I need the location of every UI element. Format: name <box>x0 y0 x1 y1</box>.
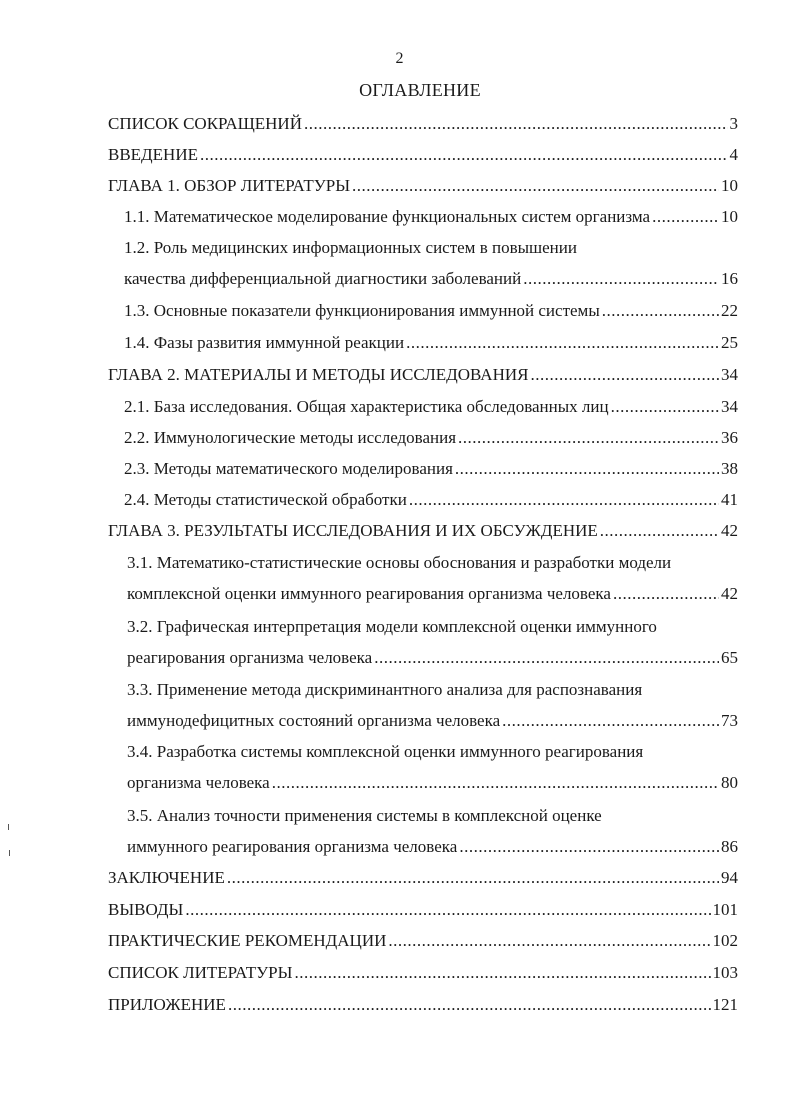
toc-entry-page: 101 <box>712 900 738 919</box>
toc-entry-conclusion[interactable] <box>108 868 738 888</box>
page-number: 2 <box>395 50 404 67</box>
toc-entry-page: 34 <box>721 365 738 384</box>
toc-entry-page: 86 <box>721 837 738 856</box>
toc-entry-text: ВВЕДЕНИЕ <box>108 145 198 164</box>
toc-entry-3-5[interactable] <box>127 837 738 857</box>
toc-entry-text: СПИСОК ЛИТЕРАТУРЫ <box>108 963 293 982</box>
toc-leader <box>530 365 719 385</box>
toc-entry-page: 34 <box>721 397 738 416</box>
toc-entry-1-2-line1: 1.2. Роль медицинских информационных систем в повышении <box>124 238 577 257</box>
toc-entry-page: 94 <box>721 868 738 887</box>
toc-entry-page: 80 <box>721 773 738 792</box>
toc-leader <box>272 773 719 793</box>
toc-entry-page: 10 <box>721 176 738 195</box>
toc-entry-text: ГЛАВА 3. РЕЗУЛЬТАТЫ ИССЛЕДОВАНИЯ И ИХ ОБСУЖДЕНИЕ <box>108 521 598 540</box>
toc-entry-3-4-line1: 3.4. Разработка системы комплексной оценки иммунного реагирования <box>127 742 644 761</box>
toc-leader <box>455 459 719 479</box>
toc-leader <box>228 995 711 1015</box>
toc-entry-text: иммунного реагирования организма человека <box>127 837 458 856</box>
toc-entry-text: 1.1. Математическое моделирование функциональных систем организма <box>124 207 651 226</box>
toc-entry-page: 42 <box>721 584 738 603</box>
toc-entry-3-2-line1: 3.2. Графическая интерпретация модели комплексной оценки иммунного <box>127 617 657 636</box>
toc-leader <box>374 648 719 668</box>
toc-entry-3-2[interactable] <box>127 648 738 668</box>
toc-entry-page: 41 <box>721 490 738 509</box>
toc-entry-recommendations[interactable] <box>108 931 738 951</box>
toc-entry-text: 1.4. Фазы развития иммунной реакции <box>124 333 405 352</box>
toc-entry-findings[interactable] <box>108 900 738 920</box>
toc-entry-2-3[interactable] <box>124 459 738 479</box>
toc-leader <box>458 428 719 448</box>
toc-entry-3-1-line1: 3.1. Математико-статистические основы обоснования и разработки модели <box>127 553 672 572</box>
toc-entry-3-3[interactable] <box>127 711 738 731</box>
toc-leader <box>523 269 719 289</box>
toc-entry-chapter-1[interactable] <box>108 176 738 196</box>
toc-entry-text: 2.2. Иммунологические методы исследования <box>124 428 457 447</box>
toc-entry-chapter-2[interactable] <box>108 365 738 385</box>
toc-entry-2-1[interactable] <box>124 397 738 417</box>
toc-entry-2-4[interactable] <box>124 490 738 510</box>
toc-entry-references[interactable] <box>108 963 738 983</box>
toc-leader <box>611 397 719 417</box>
toc-entry-page: 22 <box>721 301 738 320</box>
toc-leader <box>406 333 719 353</box>
toc-entry-3-1[interactable] <box>127 584 738 604</box>
toc-leader <box>200 145 728 165</box>
toc-leader <box>652 207 719 227</box>
toc-entry-text: ГЛАВА 2. МАТЕРИАЛЫ И МЕТОДЫ ИССЛЕДОВАНИЯ <box>108 365 529 384</box>
toc-entry-page: 73 <box>721 711 738 730</box>
toc-entry-1-3[interactable] <box>124 301 738 321</box>
toc-entry-appendix[interactable] <box>108 995 738 1015</box>
toc-entry-page: 121 <box>712 995 738 1014</box>
toc-entry-page: 38 <box>721 459 738 478</box>
toc-entry-text: ЗАКЛЮЧЕНИЕ <box>108 868 225 887</box>
toc-entry-text: 2.3. Методы математического моделирования <box>124 459 453 478</box>
toc-leader <box>613 584 719 604</box>
toc-entry-text: СПИСОК СОКРАЩЕНИЙ <box>108 114 302 133</box>
toc-entry-text: 2.1. База исследования. Общая характеристика обследованных лиц <box>124 397 609 416</box>
scan-mark <box>8 824 9 830</box>
toc-entry-3-3-line1: 3.3. Применение метода дискриминантного анализа для распознавания <box>127 680 643 699</box>
toc-leader <box>227 868 719 888</box>
toc-entry-text: комплексной оценки иммунного реагирования организма человека <box>127 584 611 603</box>
toc-entry-page: 103 <box>712 963 738 982</box>
toc-entry-abbreviations[interactable] <box>108 114 738 134</box>
toc-entry-text: организма человека <box>127 773 270 792</box>
toc-leader <box>459 837 719 857</box>
toc-entry-1-1[interactable] <box>124 207 738 227</box>
toc-entry-text: ГЛАВА 1. ОБЗОР ЛИТЕРАТУРЫ <box>108 176 351 195</box>
toc-entry-page: 25 <box>721 333 738 352</box>
toc-leader <box>409 490 719 510</box>
toc-leader <box>185 900 710 920</box>
toc-leader <box>502 711 719 731</box>
toc-entry-1-2[interactable] <box>124 269 738 289</box>
toc-entry-text: 2.4. Методы статистической обработки <box>124 490 407 509</box>
toc-entry-3-5-line1: 3.5. Анализ точности применения системы в комплексной оценке <box>127 806 602 825</box>
toc-entry-text: реагирования организма человека <box>127 648 373 667</box>
scan-mark <box>9 850 10 856</box>
toc-entry-2-2[interactable] <box>124 428 738 448</box>
toc-entry-page: 42 <box>721 521 738 540</box>
toc-entry-text: 1.3. Основные показатели функционирования иммунной системы <box>124 301 600 320</box>
toc-leader <box>388 931 710 951</box>
toc-entry-text: качества дифференциальной диагностики заболеваний <box>124 269 522 288</box>
toc-leader <box>600 521 719 541</box>
toc-entry-text: ВЫВОДЫ <box>108 900 184 919</box>
toc-leader <box>352 176 719 196</box>
toc-entry-page: 10 <box>721 207 738 226</box>
toc-entry-chapter-3[interactable] <box>108 521 738 541</box>
toc-leader <box>602 301 719 321</box>
toc-entry-text: ПРИЛОЖЕНИЕ <box>108 995 226 1014</box>
toc-entry-3-4[interactable] <box>127 773 738 793</box>
toc-leader <box>294 963 710 983</box>
toc-title: ОГЛАВЛЕНИЕ <box>359 80 481 100</box>
toc-entry-page: 16 <box>721 269 738 288</box>
toc-leader <box>304 114 728 134</box>
toc-entry-page: 65 <box>721 648 738 667</box>
toc-entry-1-4[interactable] <box>124 333 738 353</box>
toc-entry-page: 36 <box>721 428 738 447</box>
toc-entry-page: 4 <box>729 145 738 164</box>
toc-entry-text: иммунодефицитных состояний организма человека <box>127 711 501 730</box>
toc-entry-page: 102 <box>712 931 738 950</box>
toc-entry-page: 3 <box>729 114 738 133</box>
toc-entry-text: ПРАКТИЧЕСКИЕ РЕКОМЕНДАЦИИ <box>108 931 387 950</box>
toc-entry-introduction[interactable] <box>108 145 738 165</box>
